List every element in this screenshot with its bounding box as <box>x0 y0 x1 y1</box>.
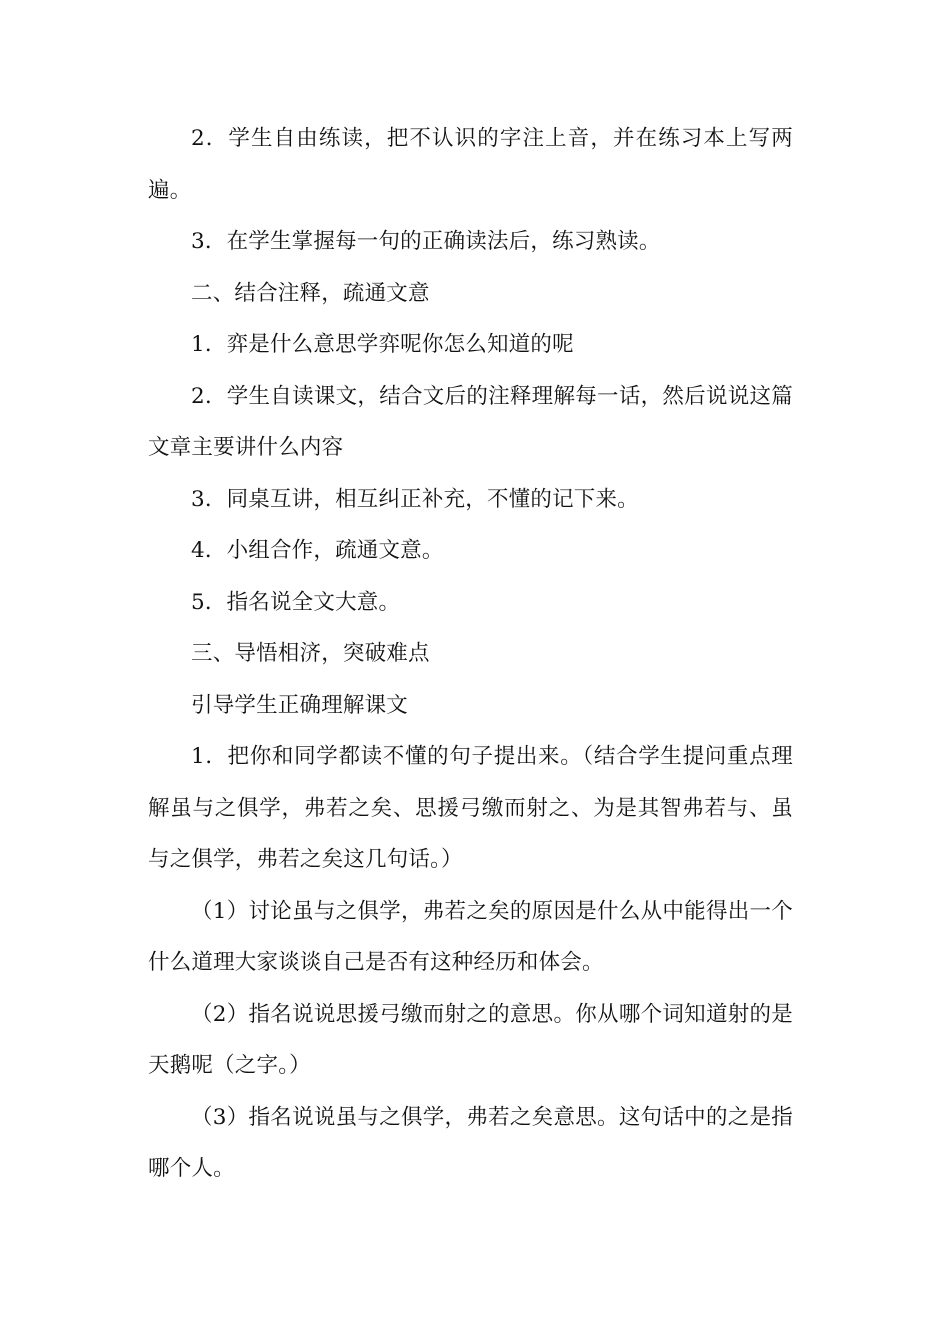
paragraph-sub-1: （1）讨论虽与之俱学，弗若之矣的原因是什么从中能得出一个什么道理大家谈谈自己是否有这种经历和体会。 <box>148 898 793 975</box>
paragraph-question-3: 3．同桌互讲，相互纠正补充，不懂的记下来。 <box>191 486 639 512</box>
paragraph-sub-2: （2）指名说说思援弓缴而射之的意思。你从哪个词知道射的是天鹅呢（之字。） <box>148 1001 793 1078</box>
paragraph-step-3-read-fluently: 3．在学生掌握每一句的正确读法后，练习熟读。 <box>191 229 661 254</box>
paragraph-step-2-practice-reading: 2．学生自由练读，把不认识的字注上音，并在练习本上写两遍。 <box>148 126 793 203</box>
paragraph-question-5: 5．指名说全文大意。 <box>191 589 401 615</box>
paragraph-sub-3: （3）指名说说虽与之俱学，弗若之矣意思。这句话中的之是指哪个人。 <box>148 1104 793 1181</box>
section-heading-3: 三、导悟相济，突破难点 <box>191 641 430 666</box>
paragraph-guide-1: 1．把你和同学都读不懂的句子提出来。（结合学生提问重点理解虽与之俱学，弗若之矣、思援弓缴而射之、为是其智弗若与、虽与之俱学，弗若之矣这几句话。） <box>148 744 793 872</box>
paragraph-question-1: 1．弈是什么意思学弈呢你怎么知道的呢 <box>191 332 574 357</box>
document-body <box>148 113 793 1195</box>
section-heading-2: 二、结合注释，疏通文意 <box>191 280 430 306</box>
paragraph-intro-guide: 引导学生正确理解课文 <box>191 692 409 718</box>
paragraph-question-2: 2．学生自读课文，结合文后的注释理解每一话，然后说说这篇文章主要讲什么内容 <box>148 383 793 460</box>
paragraph-question-4: 4．小组合作，疏通文意。 <box>191 538 444 563</box>
